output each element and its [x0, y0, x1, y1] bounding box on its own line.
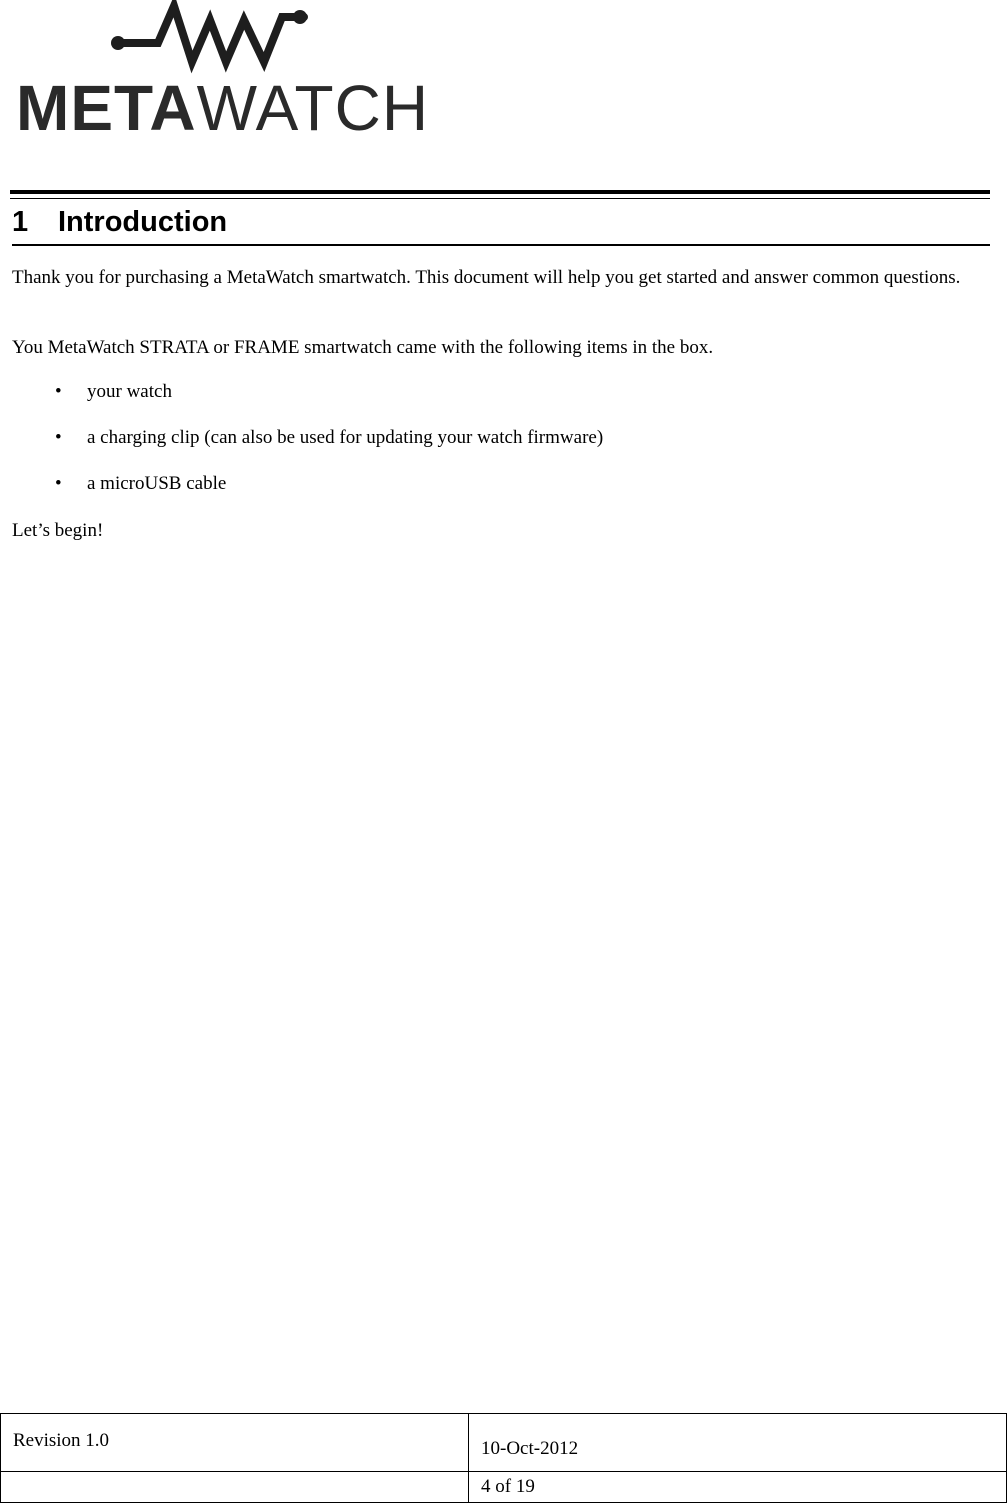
section-number: 1 — [12, 206, 29, 238]
section-heading — [12, 202, 990, 246]
list-item — [0, 472, 980, 495]
header-rule-thick — [10, 190, 990, 194]
box-contents-list — [0, 380, 980, 518]
list-item — [0, 426, 980, 449]
footer-date-cell — [469, 1414, 1007, 1472]
bullet-icon: • — [55, 381, 62, 402]
header-rule-thin — [10, 198, 990, 199]
page-footer — [0, 1413, 1007, 1503]
logo-wordmark-bold: META — [16, 72, 197, 144]
list-item-text: a microUSB cable — [87, 473, 227, 494]
bullet-icon: • — [55, 473, 62, 494]
logo-wordmark — [16, 72, 430, 144]
bullet-icon: • — [55, 427, 62, 448]
list-item — [0, 380, 980, 403]
footer-page-cell — [469, 1472, 1007, 1503]
page-number: 4 of 19 — [481, 1476, 535, 1497]
list-item-text: a charging clip (can also be used for updating your watch firmware) — [87, 427, 604, 448]
revision-label: Revision 1.0 — [13, 1430, 110, 1451]
section-title: Introduction — [58, 206, 228, 238]
box-contents-paragraph: You MetaWatch STRATA or FRAME smartwatch came with the following items in the box. — [12, 337, 714, 358]
intro-paragraph: Thank you for purchasing a MetaWatch smartwatch. This document will help you get started and answer common questions. — [12, 267, 961, 288]
logo-wordmark-thin: WATCH — [196, 72, 430, 144]
footer-revision-cell — [1, 1414, 469, 1472]
list-item-text: your watch — [87, 381, 172, 402]
waveform-logo-icon — [14, 0, 404, 80]
document-date: 10-Oct-2012 — [481, 1438, 579, 1459]
closing-paragraph: Let’s begin! — [12, 520, 104, 541]
footer-empty-cell — [1, 1472, 469, 1503]
